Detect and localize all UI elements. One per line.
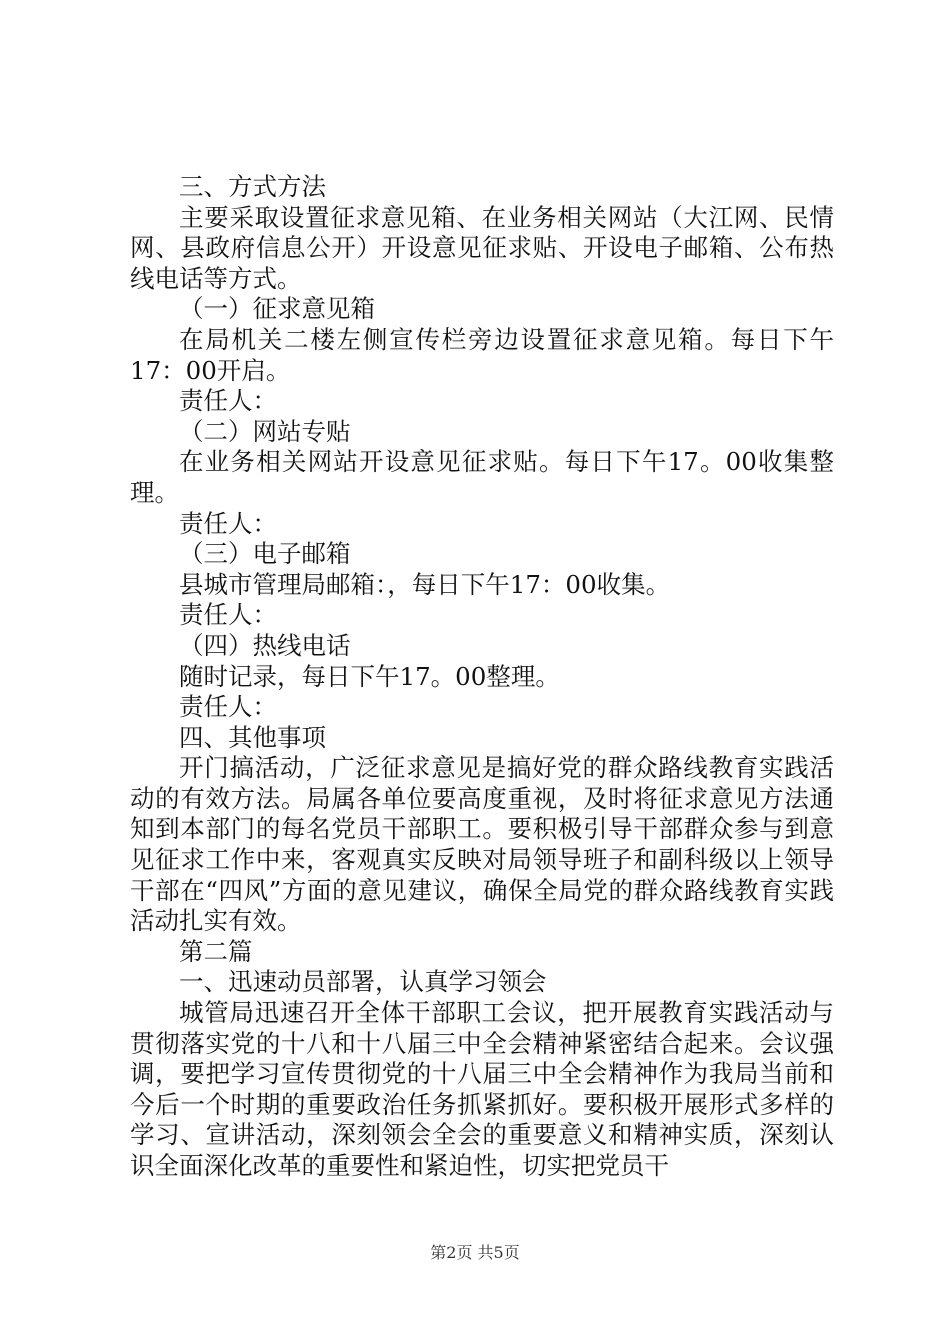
paragraph: 县城市管理局邮箱：，每日下午17：00收集。 [179, 569, 671, 599]
paragraph: 主要采取设置征求意见箱、在业务相关网站（大江网、民情网、县政府信息公开）开设意见征求贴、开设电子邮箱、公布热线电话等方式。 [130, 202, 834, 293]
section-heading-other: 四、其他事项 [179, 722, 326, 752]
responsible-person-line: 责任人： [179, 692, 277, 722]
page-number-footer: 第2页 共5页 [430, 1243, 520, 1262]
paragraph: 城管局迅速召开全体干部职工会议，把开展教育实践活动与贯彻落实党的十八和十八届三中全会精神紧密结合起来。会议强调，要把学习宣传贯彻党的十八届三中全会精神作为我局当前和今后一个时期的重要政治任务抓紧抓好。要积极开展形式多样的学习、宣讲活动，深刻领会全会的重要意义和精神实质，深刻认识全面深化改革的重要性和紧迫性，切实把党员干 [130, 998, 834, 1180]
paragraph: 在局机关二楼左侧宣传栏旁边设置征求意见箱。每日下午17：00开启。 [130, 324, 834, 385]
section-heading-methods: 三、方式方法 [179, 172, 326, 201]
paragraph: 在业务相关网站开设意见征求贴。每日下午17。00收集整理。 [130, 447, 834, 507]
subheading-website-post: （二）网站专贴 [179, 416, 351, 446]
paragraph: 随时记录，每日下午17。00整理。 [179, 661, 560, 691]
responsible-person-line: 责任人： [179, 386, 277, 416]
part-heading: 第二篇 [179, 936, 253, 966]
responsible-person-line: 责任人： [179, 508, 277, 538]
section-heading-mobilize: 一、迅速动员部署，认真学习领会 [179, 967, 547, 997]
responsible-person-line: 责任人： [179, 600, 277, 630]
document-body [130, 172, 834, 1182]
subheading-suggestion-box: （一）征求意见箱 [179, 294, 375, 324]
paragraph: 开门搞活动，广泛征求意见是搞好党的群众路线教育实践活动的有效方法。局属各单位要高度重视，及时将征求意见方法通知到本部门的每名党员干部职工。要积极引导干部群众参与到意见征求工作中来，客观真实反映对局领导班子和副科级以上领导干部在“四风”方面的意见建议，确保全局党的群众路线教育实践活动扎实有效。 [130, 753, 834, 936]
subheading-email: （三）电子邮箱 [179, 539, 351, 569]
subheading-hotline: （四）热线电话 [179, 630, 351, 660]
